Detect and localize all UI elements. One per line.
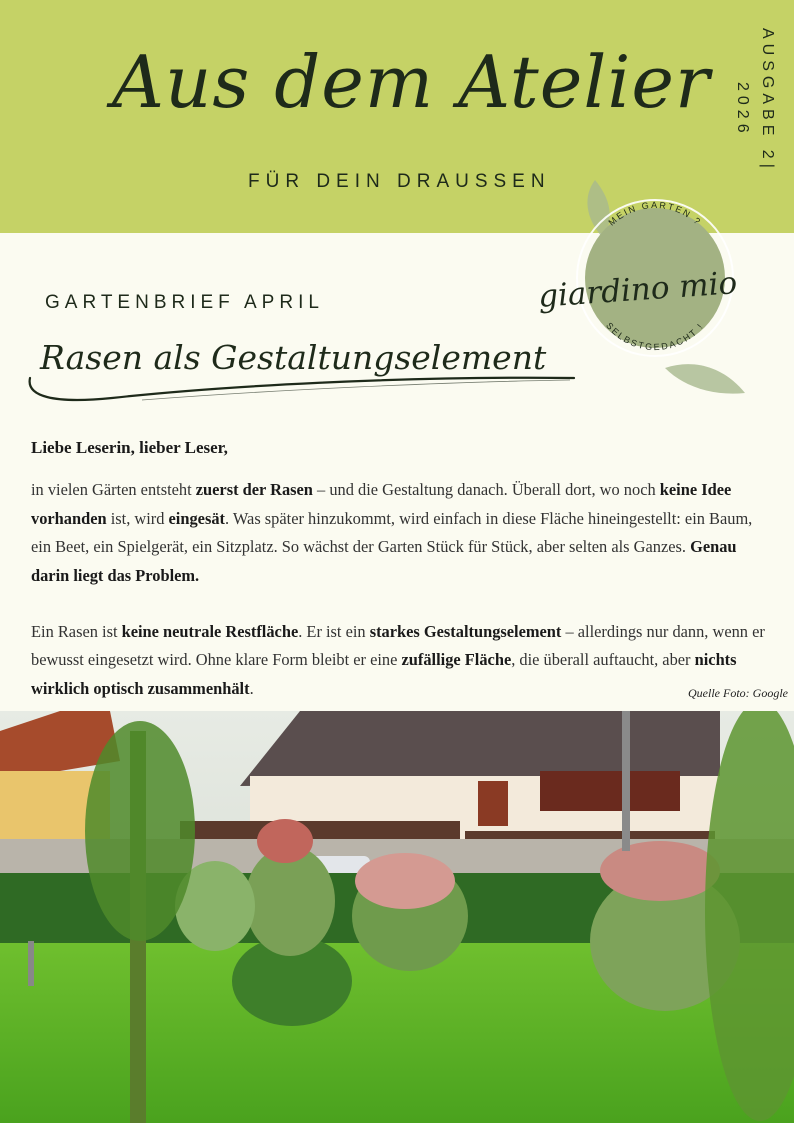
- body-text-run: – allerdings nur dann, wenn er bewusst eingesetzt wird. Ohne klare Form bleibt er eine: [31, 622, 765, 670]
- badge-script-text: giardino mio: [536, 265, 739, 315]
- body-text-run: ist, wird: [106, 508, 169, 528]
- emphasis-text: nichts wirklich optisch zusammenhält: [31, 650, 737, 698]
- body-text-run: .: [249, 678, 254, 698]
- emphasis-text: zufällige Fläche: [401, 650, 512, 670]
- paragraph-1: [31, 476, 766, 590]
- paragraph-2: [31, 618, 766, 703]
- article-body: [31, 434, 766, 703]
- body-text-run: , die überall auftaucht, aber: [511, 650, 695, 670]
- badge-top-text: MEIN GARTEN ?: [606, 199, 704, 228]
- garden-photo: [0, 711, 794, 1123]
- section-kicker: GARTENBRIEF APRIL: [45, 292, 324, 313]
- emphasis-text: eingesät: [168, 508, 225, 528]
- newsletter-subtitle: FÜR DEIN DRAUSSEN: [248, 171, 551, 192]
- issue-label: AUSGABE 2|: [759, 28, 776, 173]
- emphasis-text: starkes Gestaltungselement: [369, 622, 562, 642]
- body-text-run: in vielen Gärten entsteht: [31, 480, 196, 500]
- greeting: Liebe Leserin, lieber Leser,: [31, 438, 228, 457]
- article-headline: Rasen als Gestaltungselement: [40, 338, 547, 377]
- body-text-run: – und die Gestaltung danach. Überall dort, wo noch: [312, 480, 660, 500]
- photo-credit: Quelle Foto: Google: [688, 686, 788, 700]
- emphasis-text: keine Idee vorhanden: [31, 480, 732, 528]
- body-text-run: Ein Rasen ist: [31, 622, 122, 642]
- body-text-run: . Er ist ein: [298, 622, 370, 642]
- emphasis-text: keine neutrale Restfläche: [121, 622, 299, 642]
- issue-year: 2026: [734, 82, 751, 138]
- badge-bottom-text: SELBSTGEDACHT !: [604, 320, 706, 353]
- emphasis-text: Genau darin liegt das Problem.: [31, 537, 737, 585]
- emphasis-text: zuerst der Rasen: [195, 480, 313, 500]
- body-text-run: . Was später hinzukommt, wird einfach in diese Fläche hineingestellt: ein Baum, ein Beet, ein Spielgerät, ein Sitzplatz. So wächst der Garten Stück für Stück, aber selten als Ganzes.: [31, 508, 753, 557]
- newsletter-title: Aus dem Atelier: [112, 40, 711, 124]
